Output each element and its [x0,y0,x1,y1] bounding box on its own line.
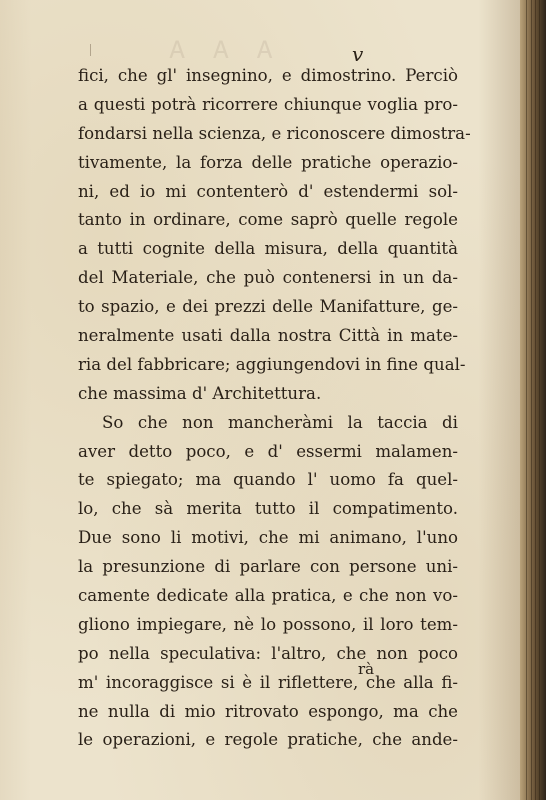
text-body [78,62,471,755]
page-edge-line [531,0,532,800]
text-line: fondarsi nella scienza, e riconoscere dimostra- [78,123,471,143]
text-line: So che non mancheràmi la taccia di [102,412,458,432]
text-line: camente dedicate alla pratica, e che non vo- [78,586,458,606]
text-line: del Materiale, che può contenersi in un da- [78,268,458,288]
text-line: po nella speculativa: l'altro, che non poco [78,643,458,663]
text-line: gliono impiegare, nè lo possono, il loro tem- [78,614,458,634]
book-page-edge [520,0,546,800]
text-line: te spiegato; ma quando l' uomo fa quel- [78,470,458,490]
text-line: le operazioni, e regole pratiche, che ande- [78,730,458,750]
text-line: ria del fabbricare; aggiungendovi in fine qual- [78,354,466,374]
text-line: aver detto poco, e d' essermi malamen- [78,441,458,461]
page-mark [90,44,97,56]
text-line: ne nulla di mio ritrovato espongo, ma che [78,701,458,721]
page-edge-line [535,0,536,800]
text-line: tanto in ordinare, come saprò quelle regole [78,210,458,230]
text-line: ni, ed io mi contenterò d' estendermi sol- [78,181,458,201]
text-line: a questi potrà ricorrere chiunque voglia pro- [78,94,458,114]
page-edge-line [526,0,527,800]
text-line: la presunzione di parlare con persone uni- [78,557,458,577]
text-line: fici, che gl' insegnino, e dimostrino. Perciò [78,66,458,85]
text-line: tivamente, la forza delle pratiche operazio- [78,152,458,172]
catchword: rà [358,660,375,678]
show-through-bleed: Ꭺ Ꭺ Ꭺ [170,36,284,64]
page-number: v [352,42,364,66]
text-line: Due sono li motivi, che mi animano, l'uno [78,528,458,548]
text-line: neralmente usati dalla nostra Città in mate- [78,326,458,346]
page-edge-line [539,0,540,800]
text-line: m' incoraggisce si è il riflettere, che alla fi- [78,672,458,692]
text-line: a tutti cognite della misura, della quantità [78,239,458,259]
text-line: lo, che sà merita tutto il compatimento. [78,499,458,519]
text-line: che massima d' Architettura. [78,383,322,403]
text-line: to spazio, e dei prezzi delle Manifatture, ge- [78,297,458,317]
